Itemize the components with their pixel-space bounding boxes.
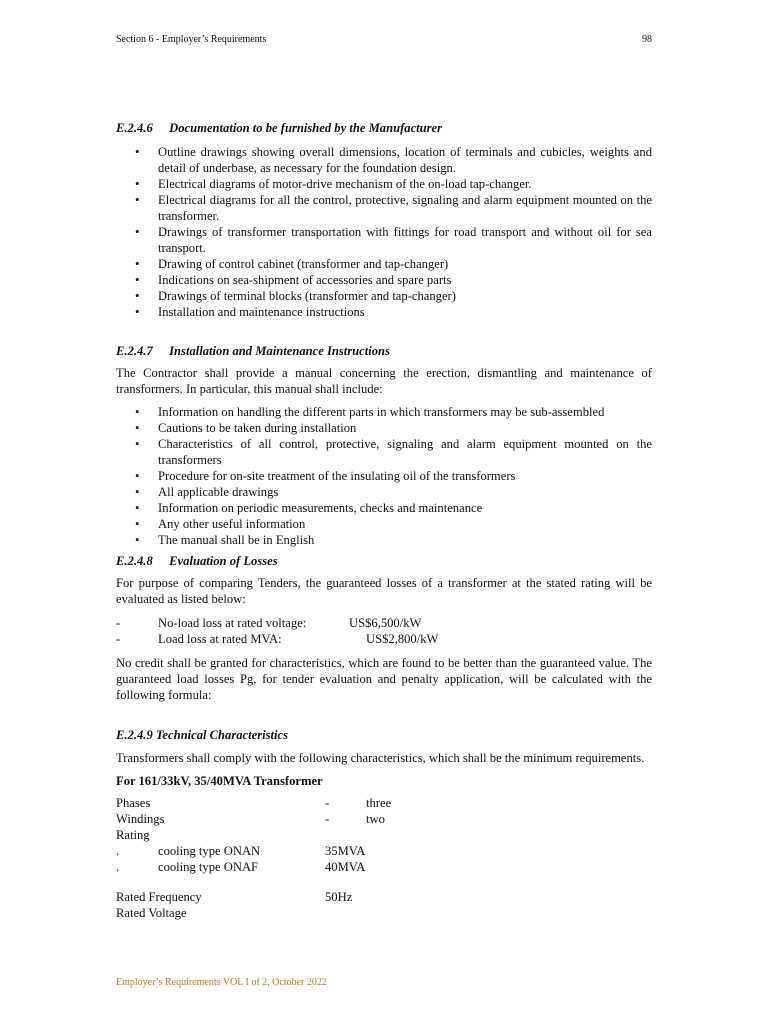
spec-label: Rating — [116, 828, 150, 842]
header-section-title: Section 6 - Employer’s Requirements — [116, 34, 267, 45]
header-page-number: 98 — [642, 34, 652, 45]
spec-value: 40MVA — [325, 860, 366, 874]
list-item: • Outline drawings showing overall dimensions, location of terminals and cubicles, weights and detail of underbase, as necessary for the foundation design. — [116, 144, 652, 176]
list-item: • Electrical diagrams of motor-drive mechanism of the on-load tap-changer. — [116, 176, 652, 192]
spec-label: Phases — [116, 796, 151, 810]
section-heading-e246 — [116, 120, 652, 136]
list-item: • Cautions to be taken during installation — [116, 420, 652, 436]
dash-marker: - — [116, 616, 121, 630]
spec-dash: - — [325, 796, 330, 810]
characteristics-table — [116, 795, 652, 921]
spec-row-windings — [116, 811, 652, 827]
section-number: E.2.4.6 — [116, 121, 153, 135]
loss-row — [116, 631, 652, 647]
dash-marker: - — [116, 632, 121, 646]
losses-note: No credit shall be granted for characteristics, which are found to be better than the guaranteed value. The guaranteed load losses Pg, for tender evaluation and penalty application, will be calculated with the following formula: — [116, 656, 652, 702]
list-item: • Installation and maintenance instructions — [116, 304, 652, 320]
spec-label: Windings — [116, 812, 165, 826]
spec-label: cooling type ONAN — [158, 844, 261, 858]
loss-label: No-load loss at rated voltage: — [158, 616, 307, 630]
manual-contents-list — [116, 404, 652, 548]
section-heading-e248 — [116, 553, 652, 569]
section-intro: For purpose of comparing Tenders, the guaranteed losses of a transformer at the stated rating will be evaluated as listed below: — [116, 576, 652, 606]
spec-row-voltage — [116, 905, 652, 921]
spec-label: Rated Frequency — [116, 890, 202, 904]
list-item: • Any other useful information — [116, 516, 652, 532]
section-heading-e247 — [116, 343, 652, 359]
documentation-list — [116, 144, 652, 320]
list-item: • Drawings of transformer transportation with fittings for road transport and without oil for sea transport. — [116, 224, 652, 256]
loss-row — [116, 615, 652, 631]
list-item: • All applicable drawings — [116, 484, 652, 500]
page-body — [116, 120, 652, 921]
spec-value: two — [366, 812, 385, 826]
spec-row-phases — [116, 795, 652, 811]
list-item: • Information on periodic measurements, checks and maintenance — [116, 500, 652, 516]
spec-dash: - — [325, 812, 330, 826]
spec-row-onaf — [116, 859, 652, 875]
list-item: • The manual shall be in English — [116, 532, 652, 548]
spec-marker: . — [116, 844, 120, 858]
section-heading-e249: E.2.4.9 Technical Characteristics — [116, 728, 289, 742]
section-intro: Transformers shall comply with the following characteristics, which shall be the minimum requirements. — [116, 751, 645, 765]
section-number: E.2.4.7 — [116, 344, 153, 358]
spec-value: three — [366, 796, 392, 810]
list-item: • Drawings of terminal blocks (transformer and tap-changer) — [116, 288, 652, 304]
list-item: • Information on handling the different parts in which transformers may be sub-assembled — [116, 404, 652, 420]
list-item: • Drawing of control cabinet (transformer and tap-changer) — [116, 256, 652, 272]
list-item: • Indications on sea-shipment of accessories and spare parts — [116, 272, 652, 288]
section-title: Installation and Maintenance Instructions — [169, 344, 390, 358]
loss-value: US$2,800/kW — [366, 632, 439, 646]
section-title: Documentation to be furnished by the Manufacturer — [169, 121, 443, 135]
list-item: • Characteristics of all control, protective, signaling and alarm equipment mounted on the transformers — [116, 436, 652, 468]
list-item: • Procedure for on-site treatment of the insulating oil of the transformers — [116, 468, 652, 484]
losses-list — [116, 615, 652, 647]
spec-row-onan — [116, 843, 652, 859]
spec-label: Rated Voltage — [116, 906, 187, 920]
page-footer: Employer’s Requirements VOL I of 2, October 2022 — [116, 977, 327, 988]
spec-value: 35MVA — [325, 844, 366, 858]
spec-row-frequency — [116, 889, 652, 905]
spec-value: 50Hz — [325, 890, 353, 904]
loss-value: US$6,500/kW — [349, 616, 422, 630]
loss-label: Load loss at rated MVA: — [158, 632, 282, 646]
spec-marker: . — [116, 860, 120, 874]
spec-row-rating — [116, 827, 652, 843]
list-item: • Electrical diagrams for all the control, protective, signaling and alarm equipment mounted on the transformer. — [116, 192, 652, 224]
section-intro: The Contractor shall provide a manual concerning the erection, dismantling and maintenance of transformers. In particular, this manual shall include: — [116, 366, 652, 396]
transformer-subheading: For 161/33kV, 35/40MVA Transformer — [116, 774, 323, 788]
section-number: E.2.4.8 — [116, 554, 153, 568]
section-title: Evaluation of Losses — [169, 554, 278, 568]
spec-label: cooling type ONAF — [158, 860, 259, 874]
